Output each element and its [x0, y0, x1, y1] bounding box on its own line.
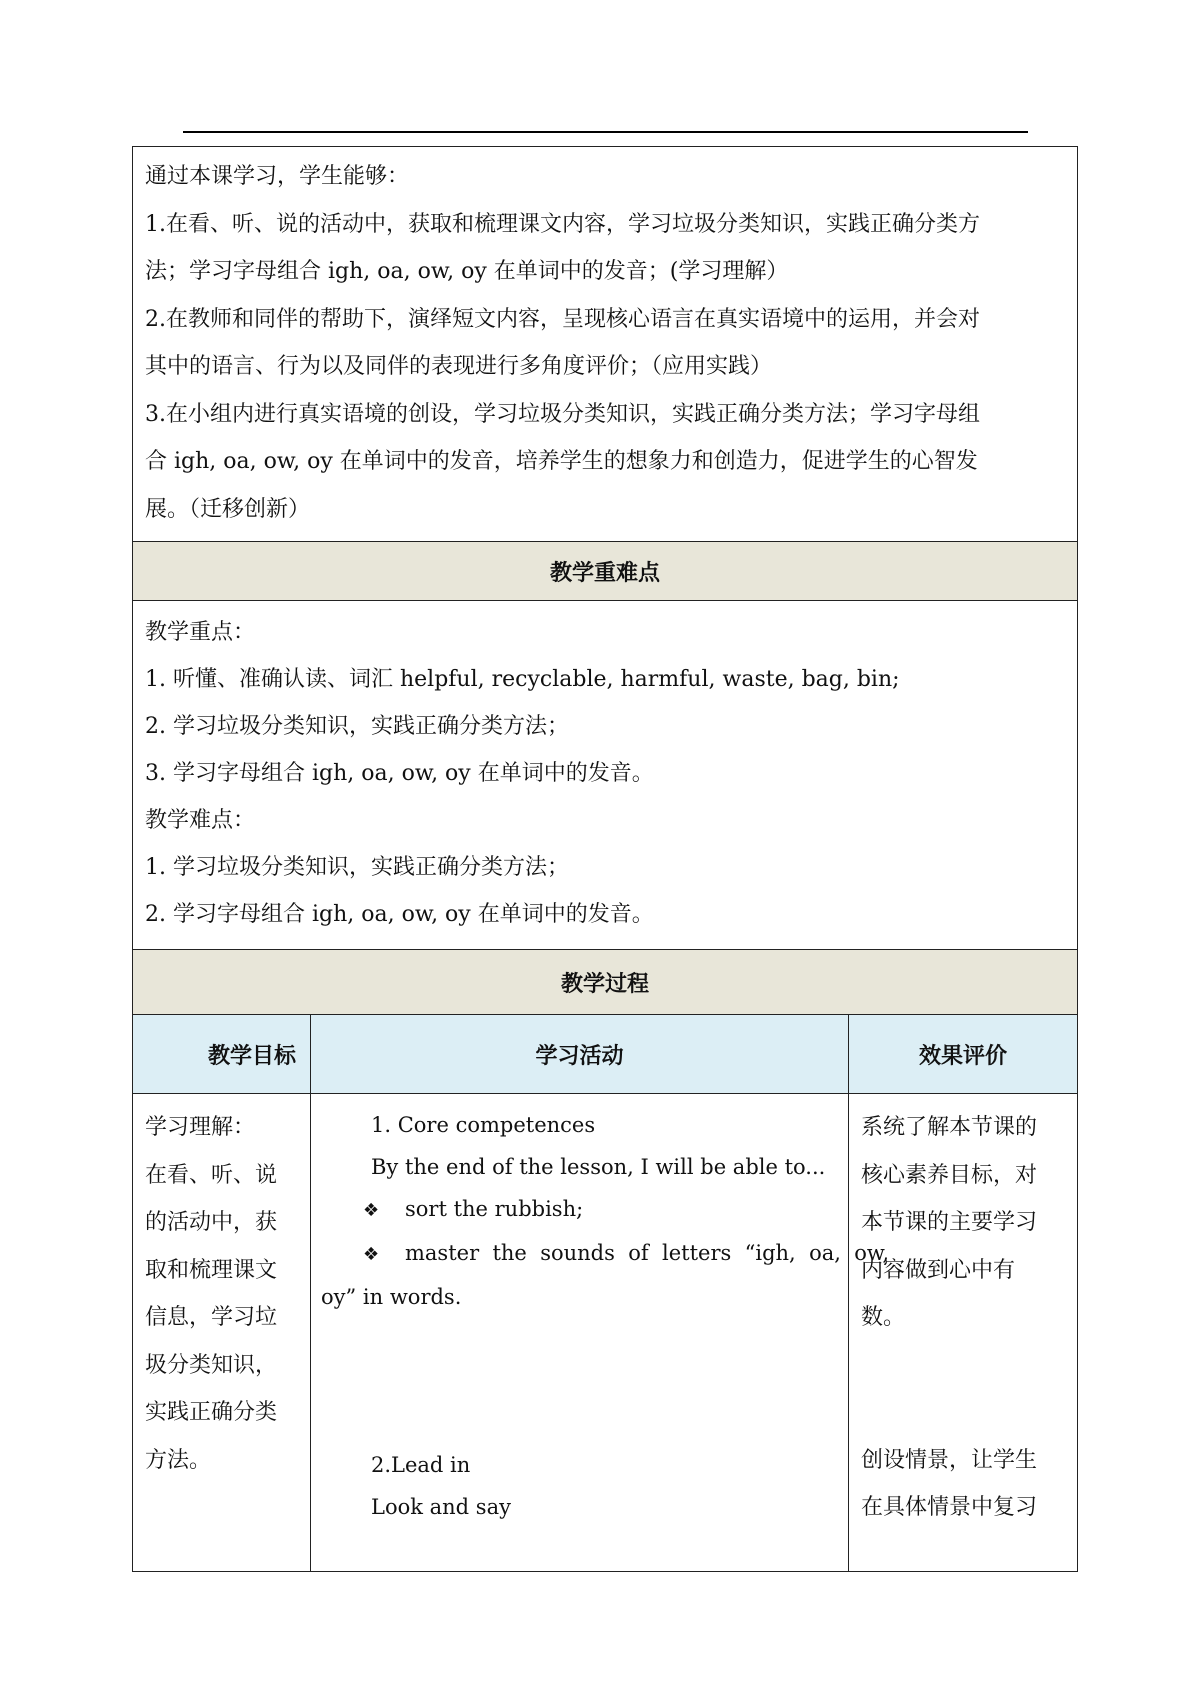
objective-line: 3.在小组内进行真实语境的创设，学习垃圾分类知识，实践正确分类方法；学习字母组 [145, 401, 980, 427]
objective-line: 2.在教师和同伴的帮助下，演绎短文内容，呈现核心语言在真实语境中的运用，并会对 [145, 306, 980, 332]
evaluation-line: 内容做到心中有 [861, 1257, 1016, 1283]
evaluation-line: 核心素养目标，对 [861, 1162, 1038, 1188]
spacer [861, 1342, 1067, 1437]
key-points-header: 教学重难点 [133, 542, 1078, 601]
process-header-row [133, 950, 1078, 1015]
goal-cell [133, 1094, 311, 1572]
intro-row [133, 147, 1078, 542]
lesson-plan-table [132, 146, 1078, 1572]
key-point-item: 3. 学习字母组合 igh, oa, ow, oy 在单词中的发音。 [145, 761, 654, 786]
goal-line: 方法。 [145, 1447, 212, 1473]
objective-line: 法；学习字母组合 igh, oa, ow, oy 在单词中的发音；(学习理解） [145, 259, 789, 284]
activity-bullet-continuation: oy” in words. [321, 1285, 462, 1309]
activity-bullet-text: sort the rubbish; [405, 1197, 584, 1221]
col-header-evaluation: 效果评价 [849, 1015, 1078, 1094]
evaluation-line: 在具体情景中复习 [861, 1495, 1038, 1520]
key-points-cell [133, 601, 1078, 950]
goal-line: 信息，学习垃 [145, 1305, 278, 1330]
objective-line: 合 igh, oa, ow, oy 在单词中的发音，培养学生的想象力和创造力，促进学生的心智发 [145, 449, 978, 474]
process-header: 教学过程 [133, 950, 1078, 1015]
activity-bullet [321, 1188, 838, 1232]
activity-cell [311, 1094, 890, 1572]
diamond-bullet-icon: ❖ [363, 1200, 380, 1221]
activity-bullet [321, 1232, 890, 1276]
difficult-point-item: 1. 学习垃圾分类知识，实践正确分类方法； [145, 855, 569, 880]
diamond-bullet-icon: ❖ [363, 1244, 380, 1265]
difficult-points-label: 教学难点： [145, 808, 256, 833]
goal-line: 在看、听、说 [145, 1162, 278, 1188]
activity-intro: By the end of the lesson, I will be able to... [371, 1155, 826, 1179]
evaluation-line: 数。 [861, 1305, 906, 1330]
activity-title: 1. Core competences [371, 1113, 596, 1137]
activity-title: 2.Lead in [371, 1453, 471, 1477]
activity-bullet-text: master the sounds of letters “igh, oa, ow, [405, 1241, 890, 1265]
objective-line: 其中的语言、行为以及同伴的表现进行多角度评价；（应用实践） [145, 354, 773, 379]
objectives-cell [133, 147, 1078, 542]
evaluation-line: 系统了解本节课的 [861, 1115, 1038, 1140]
goal-line: 的活动中，获 [145, 1210, 278, 1235]
difficult-point-item: 2. 学习字母组合 igh, oa, ow, oy 在单词中的发音。 [145, 902, 654, 927]
column-header-row [133, 1015, 1078, 1094]
key-points-label: 教学重点： [145, 620, 256, 645]
header-rule [183, 131, 1028, 133]
key-points-row [133, 601, 1078, 950]
objective-line: 1.在看、听、说的活动中，获取和梳理课文内容，学习垃圾分类知识，实践正确分类方 [145, 211, 980, 237]
spacer [321, 1318, 838, 1444]
objectives-intro: 通过本课学习，学生能够： [145, 164, 410, 189]
key-point-item: 1. 听懂、准确认读、词汇 helpful, recyclable, harmful, waste, bag, bin; [145, 667, 900, 692]
col-header-goals: 教学目标 [133, 1015, 311, 1094]
evaluation-cell [849, 1094, 1078, 1572]
process-body-row [133, 1094, 1078, 1572]
objective-line: 展。（迁移创新） [145, 496, 311, 522]
goal-line: 取和梳理课文 [145, 1257, 278, 1283]
evaluation-line: 创设情景，让学生 [861, 1447, 1038, 1473]
col-header-activities: 学习活动 [311, 1015, 849, 1094]
goal-line: 实践正确分类 [145, 1400, 278, 1425]
activity-text: Look and say [371, 1495, 511, 1519]
key-point-item: 2. 学习垃圾分类知识，实践正确分类方法； [145, 714, 569, 739]
goal-line: 圾分类知识， [145, 1352, 278, 1378]
goal-line: 学习理解： [145, 1115, 256, 1140]
evaluation-line: 本节课的主要学习 [861, 1210, 1038, 1235]
key-points-header-row [133, 542, 1078, 601]
